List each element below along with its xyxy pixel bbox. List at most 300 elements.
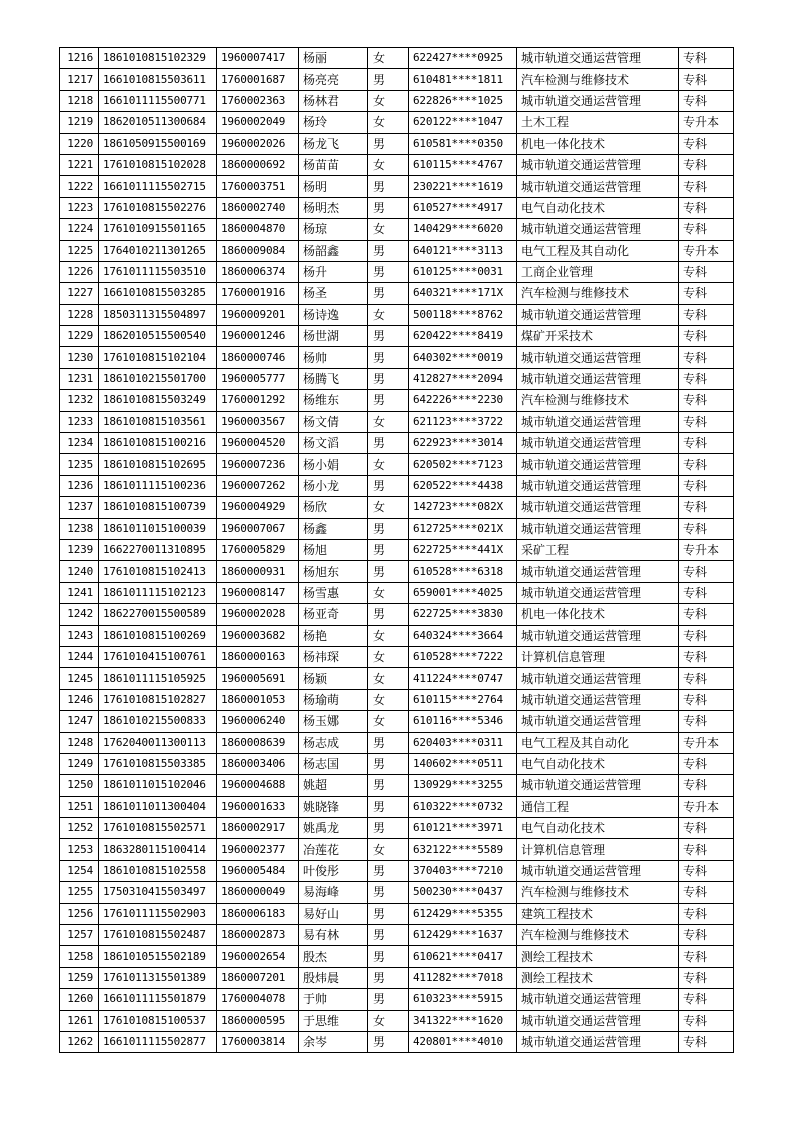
table-row <box>60 711 734 732</box>
student-id-cell: 1960004688 <box>217 775 299 796</box>
exam-id-cell: 1861010815100216 <box>99 433 217 454</box>
table-row <box>60 582 734 603</box>
level-cell: 专科 <box>679 818 734 839</box>
student-id-cell: 1860002873 <box>217 925 299 946</box>
id-card-cell: 411282****7018 <box>409 967 517 988</box>
exam-id-cell: 1861010815100739 <box>99 497 217 518</box>
exam-id-cell: 1761010815102413 <box>99 561 217 582</box>
major-cell: 城市轨道交通运营管理 <box>517 475 679 496</box>
seq-cell: 1261 <box>60 1010 99 1031</box>
exam-id-cell: 1861010215501700 <box>99 368 217 389</box>
name-cell: 杨林君 <box>299 90 368 111</box>
table-row <box>60 561 734 582</box>
table-row <box>60 903 734 924</box>
table-row <box>60 518 734 539</box>
level-cell: 专科 <box>679 454 734 475</box>
table-row <box>60 283 734 304</box>
table-row <box>60 539 734 560</box>
id-card-cell: 610527****4917 <box>409 197 517 218</box>
seq-cell: 1245 <box>60 668 99 689</box>
gender-cell: 男 <box>368 925 409 946</box>
major-cell: 电气自动化技术 <box>517 818 679 839</box>
student-id-cell: 1960005777 <box>217 368 299 389</box>
id-card-cell: 500230****0437 <box>409 882 517 903</box>
gender-cell: 男 <box>368 197 409 218</box>
id-card-cell: 622725****441X <box>409 539 517 560</box>
gender-cell: 女 <box>368 646 409 667</box>
seq-cell: 1240 <box>60 561 99 582</box>
seq-cell: 1224 <box>60 219 99 240</box>
level-cell: 专科 <box>679 903 734 924</box>
name-cell: 杨志国 <box>299 753 368 774</box>
id-card-cell: 640324****3664 <box>409 625 517 646</box>
exam-id-cell: 1761010415100761 <box>99 646 217 667</box>
table-row <box>60 454 734 475</box>
gender-cell: 男 <box>368 133 409 154</box>
name-cell: 杨鑫 <box>299 518 368 539</box>
level-cell: 专科 <box>679 925 734 946</box>
table-row <box>60 989 734 1010</box>
name-cell: 杨韶鑫 <box>299 240 368 261</box>
student-id-cell: 1960004520 <box>217 433 299 454</box>
major-cell: 城市轨道交通运营管理 <box>517 989 679 1010</box>
gender-cell: 女 <box>368 154 409 175</box>
student-id-cell: 1860000049 <box>217 882 299 903</box>
id-card-cell: 142723****082X <box>409 497 517 518</box>
id-card-cell: 610528****6318 <box>409 561 517 582</box>
major-cell: 城市轨道交通运营管理 <box>517 1031 679 1052</box>
seq-cell: 1221 <box>60 154 99 175</box>
exam-id-cell: 1762040011300113 <box>99 732 217 753</box>
major-cell: 城市轨道交通运营管理 <box>517 625 679 646</box>
gender-cell: 女 <box>368 112 409 133</box>
id-card-cell: 610581****0350 <box>409 133 517 154</box>
level-cell: 专科 <box>679 133 734 154</box>
student-id-cell: 1860001053 <box>217 689 299 710</box>
major-cell: 城市轨道交通运营管理 <box>517 454 679 475</box>
gender-cell: 男 <box>368 390 409 411</box>
id-card-cell: 620403****0311 <box>409 732 517 753</box>
student-id-cell: 1760001687 <box>217 69 299 90</box>
major-cell: 城市轨道交通运营管理 <box>517 497 679 518</box>
student-id-cell: 1960001633 <box>217 796 299 817</box>
seq-cell: 1234 <box>60 433 99 454</box>
gender-cell: 男 <box>368 240 409 261</box>
major-cell: 城市轨道交通运营管理 <box>517 433 679 454</box>
gender-cell: 男 <box>368 989 409 1010</box>
student-id-cell: 1860003406 <box>217 753 299 774</box>
name-cell: 殷杰 <box>299 946 368 967</box>
student-id-cell: 1960007417 <box>217 48 299 69</box>
level-cell: 专科 <box>679 69 734 90</box>
exam-id-cell: 1764010211301265 <box>99 240 217 261</box>
seq-cell: 1247 <box>60 711 99 732</box>
id-card-cell: 659001****4025 <box>409 582 517 603</box>
student-id-cell: 1860002740 <box>217 197 299 218</box>
table-row <box>60 604 734 625</box>
level-cell: 专科 <box>679 368 734 389</box>
student-id-cell: 1760005829 <box>217 539 299 560</box>
exam-id-cell: 1862010515500540 <box>99 326 217 347</box>
exam-id-cell: 1861010815102558 <box>99 860 217 881</box>
name-cell: 杨圣 <box>299 283 368 304</box>
level-cell: 专科 <box>679 839 734 860</box>
name-cell: 杨旭东 <box>299 561 368 582</box>
student-id-cell: 1860004870 <box>217 219 299 240</box>
table-row <box>60 946 734 967</box>
exam-id-cell: 1662270011310895 <box>99 539 217 560</box>
major-cell: 城市轨道交通运营管理 <box>517 154 679 175</box>
exam-id-cell: 1862270015500589 <box>99 604 217 625</box>
name-cell: 姚晓锋 <box>299 796 368 817</box>
level-cell: 专科 <box>679 411 734 432</box>
gender-cell: 男 <box>368 561 409 582</box>
major-cell: 电气自动化技术 <box>517 197 679 218</box>
id-card-cell: 610115****2764 <box>409 689 517 710</box>
exam-id-cell: 1861010815103561 <box>99 411 217 432</box>
student-id-cell: 1760003751 <box>217 176 299 197</box>
student-table <box>59 47 734 1053</box>
id-card-cell: 420801****4010 <box>409 1031 517 1052</box>
exam-id-cell: 1861011115102123 <box>99 582 217 603</box>
seq-cell: 1229 <box>60 326 99 347</box>
seq-cell: 1230 <box>60 347 99 368</box>
seq-cell: 1219 <box>60 112 99 133</box>
student-id-cell: 1860007201 <box>217 967 299 988</box>
major-cell: 城市轨道交通运营管理 <box>517 411 679 432</box>
major-cell: 电气工程及其自动化 <box>517 240 679 261</box>
id-card-cell: 610621****0417 <box>409 946 517 967</box>
id-card-cell: 610528****7222 <box>409 646 517 667</box>
exam-id-cell: 1861011015102046 <box>99 775 217 796</box>
gender-cell: 女 <box>368 711 409 732</box>
seq-cell: 1258 <box>60 946 99 967</box>
name-cell: 杨升 <box>299 261 368 282</box>
seq-cell: 1227 <box>60 283 99 304</box>
seq-cell: 1239 <box>60 539 99 560</box>
exam-id-cell: 1862010511300684 <box>99 112 217 133</box>
student-id-cell: 1960005484 <box>217 860 299 881</box>
id-card-cell: 640121****3113 <box>409 240 517 261</box>
gender-cell: 男 <box>368 539 409 560</box>
exam-id-cell: 1861010815100269 <box>99 625 217 646</box>
id-card-cell: 620122****1047 <box>409 112 517 133</box>
major-cell: 汽车检测与维修技术 <box>517 390 679 411</box>
student-id-cell: 1860000692 <box>217 154 299 175</box>
gender-cell: 男 <box>368 796 409 817</box>
table-row <box>60 497 734 518</box>
exam-id-cell: 1861010815102329 <box>99 48 217 69</box>
name-cell: 杨玲 <box>299 112 368 133</box>
level-cell: 专科 <box>679 668 734 689</box>
level-cell: 专科 <box>679 475 734 496</box>
gender-cell: 女 <box>368 1010 409 1031</box>
level-cell: 专科 <box>679 90 734 111</box>
seq-cell: 1250 <box>60 775 99 796</box>
id-card-cell: 610322****0732 <box>409 796 517 817</box>
gender-cell: 男 <box>368 775 409 796</box>
id-card-cell: 612725****021X <box>409 518 517 539</box>
student-id-cell: 1960008147 <box>217 582 299 603</box>
student-id-cell: 1860006374 <box>217 261 299 282</box>
level-cell: 专科 <box>679 48 734 69</box>
table-row <box>60 240 734 261</box>
level-cell: 专科 <box>679 775 734 796</box>
exam-id-cell: 1761010815102028 <box>99 154 217 175</box>
name-cell: 姚超 <box>299 775 368 796</box>
level-cell: 专科 <box>679 347 734 368</box>
id-card-cell: 610481****1811 <box>409 69 517 90</box>
exam-id-cell: 1863280115100414 <box>99 839 217 860</box>
id-card-cell: 612429****1637 <box>409 925 517 946</box>
student-id-cell: 1860006183 <box>217 903 299 924</box>
seq-cell: 1232 <box>60 390 99 411</box>
student-id-cell: 1960003567 <box>217 411 299 432</box>
exam-id-cell: 1761011115502903 <box>99 903 217 924</box>
gender-cell: 女 <box>368 689 409 710</box>
table-row <box>60 839 734 860</box>
major-cell: 城市轨道交通运营管理 <box>517 1010 679 1031</box>
name-cell: 杨志成 <box>299 732 368 753</box>
seq-cell: 1262 <box>60 1031 99 1052</box>
student-id-cell: 1760004078 <box>217 989 299 1010</box>
gender-cell: 男 <box>368 967 409 988</box>
name-cell: 杨颖 <box>299 668 368 689</box>
seq-cell: 1237 <box>60 497 99 518</box>
major-cell: 机电一体化技术 <box>517 133 679 154</box>
table-row <box>60 368 734 389</box>
student-id-cell: 1860000595 <box>217 1010 299 1031</box>
exam-id-cell: 1861010815102695 <box>99 454 217 475</box>
level-cell: 专科 <box>679 989 734 1010</box>
exam-id-cell: 1861010515502189 <box>99 946 217 967</box>
name-cell: 杨艳 <box>299 625 368 646</box>
name-cell: 杨玉娜 <box>299 711 368 732</box>
student-id-cell: 1760003814 <box>217 1031 299 1052</box>
exam-id-cell: 1661011115502877 <box>99 1031 217 1052</box>
name-cell: 杨维东 <box>299 390 368 411</box>
exam-id-cell: 1850311315504897 <box>99 304 217 325</box>
student-id-cell: 1860000746 <box>217 347 299 368</box>
major-cell: 计算机信息管理 <box>517 839 679 860</box>
name-cell: 杨亮亮 <box>299 69 368 90</box>
table-row <box>60 475 734 496</box>
table-row <box>60 197 734 218</box>
seq-cell: 1243 <box>60 625 99 646</box>
level-cell: 专科 <box>679 176 734 197</box>
seq-cell: 1218 <box>60 90 99 111</box>
student-id-cell: 1960007067 <box>217 518 299 539</box>
table-row <box>60 818 734 839</box>
id-card-cell: 620502****7123 <box>409 454 517 475</box>
name-cell: 杨腾飞 <box>299 368 368 389</box>
id-card-cell: 622923****3014 <box>409 433 517 454</box>
gender-cell: 男 <box>368 946 409 967</box>
major-cell: 城市轨道交通运营管理 <box>517 90 679 111</box>
name-cell: 于帅 <box>299 989 368 1010</box>
name-cell: 杨小娟 <box>299 454 368 475</box>
id-card-cell: 610116****5346 <box>409 711 517 732</box>
gender-cell: 男 <box>368 882 409 903</box>
student-id-cell: 1960003682 <box>217 625 299 646</box>
name-cell: 杨龙飞 <box>299 133 368 154</box>
level-cell: 专科 <box>679 304 734 325</box>
table-row <box>60 625 734 646</box>
exam-id-cell: 1661010815503285 <box>99 283 217 304</box>
table-row <box>60 176 734 197</box>
student-id-cell: 1960002026 <box>217 133 299 154</box>
major-cell: 城市轨道交通运营管理 <box>517 689 679 710</box>
name-cell: 杨明杰 <box>299 197 368 218</box>
name-cell: 易有林 <box>299 925 368 946</box>
gender-cell: 男 <box>368 261 409 282</box>
gender-cell: 男 <box>368 176 409 197</box>
gender-cell: 女 <box>368 582 409 603</box>
level-cell: 专科 <box>679 946 734 967</box>
level-cell: 专科 <box>679 433 734 454</box>
level-cell: 专科 <box>679 753 734 774</box>
seq-cell: 1256 <box>60 903 99 924</box>
name-cell: 杨帅 <box>299 347 368 368</box>
id-card-cell: 140602****0511 <box>409 753 517 774</box>
table-body <box>60 48 734 1053</box>
gender-cell: 男 <box>368 283 409 304</box>
student-id-cell: 1860009084 <box>217 240 299 261</box>
exam-id-cell: 1761010815503385 <box>99 753 217 774</box>
major-cell: 城市轨道交通运营管理 <box>517 368 679 389</box>
gender-cell: 女 <box>368 454 409 475</box>
table-row <box>60 90 734 111</box>
id-card-cell: 610125****0031 <box>409 261 517 282</box>
table-row <box>60 112 734 133</box>
exam-id-cell: 1861050915500169 <box>99 133 217 154</box>
gender-cell: 男 <box>368 903 409 924</box>
major-cell: 城市轨道交通运营管理 <box>517 582 679 603</box>
major-cell: 城市轨道交通运营管理 <box>517 347 679 368</box>
exam-id-cell: 1861010815503249 <box>99 390 217 411</box>
id-card-cell: 610323****5915 <box>409 989 517 1010</box>
level-cell: 专升本 <box>679 240 734 261</box>
id-card-cell: 642226****2230 <box>409 390 517 411</box>
table-row <box>60 48 734 69</box>
major-cell: 计算机信息管理 <box>517 646 679 667</box>
gender-cell: 男 <box>368 368 409 389</box>
roster-sheet <box>59 47 734 1053</box>
name-cell: 于思维 <box>299 1010 368 1031</box>
major-cell: 汽车检测与维修技术 <box>517 283 679 304</box>
id-card-cell: 622427****0925 <box>409 48 517 69</box>
seq-cell: 1220 <box>60 133 99 154</box>
gender-cell: 男 <box>368 860 409 881</box>
id-card-cell: 640302****0019 <box>409 347 517 368</box>
gender-cell: 男 <box>368 1031 409 1052</box>
level-cell: 专科 <box>679 561 734 582</box>
id-card-cell: 621123****3722 <box>409 411 517 432</box>
name-cell: 杨明 <box>299 176 368 197</box>
level-cell: 专科 <box>679 882 734 903</box>
gender-cell: 男 <box>368 818 409 839</box>
level-cell: 专科 <box>679 518 734 539</box>
table-row <box>60 304 734 325</box>
gender-cell: 女 <box>368 90 409 111</box>
seq-cell: 1231 <box>60 368 99 389</box>
name-cell: 杨苗苗 <box>299 154 368 175</box>
id-card-cell: 610121****3971 <box>409 818 517 839</box>
exam-id-cell: 1861011115105925 <box>99 668 217 689</box>
seq-cell: 1225 <box>60 240 99 261</box>
major-cell: 煤矿开采技术 <box>517 326 679 347</box>
level-cell: 专科 <box>679 967 734 988</box>
name-cell: 叶俊彤 <box>299 860 368 881</box>
table-row <box>60 433 734 454</box>
seq-cell: 1254 <box>60 860 99 881</box>
student-id-cell: 1860000163 <box>217 646 299 667</box>
exam-id-cell: 1861011011300404 <box>99 796 217 817</box>
table-row <box>60 347 734 368</box>
table-row <box>60 967 734 988</box>
name-cell: 殷炜晨 <box>299 967 368 988</box>
major-cell: 测绘工程技术 <box>517 946 679 967</box>
gender-cell: 男 <box>368 475 409 496</box>
gender-cell: 男 <box>368 753 409 774</box>
name-cell: 杨亚奇 <box>299 604 368 625</box>
name-cell: 易海峰 <box>299 882 368 903</box>
seq-cell: 1255 <box>60 882 99 903</box>
id-card-cell: 620422****8419 <box>409 326 517 347</box>
seq-cell: 1228 <box>60 304 99 325</box>
major-cell: 汽车检测与维修技术 <box>517 925 679 946</box>
major-cell: 城市轨道交通运营管理 <box>517 561 679 582</box>
major-cell: 城市轨道交通运营管理 <box>517 775 679 796</box>
gender-cell: 男 <box>368 604 409 625</box>
id-card-cell: 632122****5589 <box>409 839 517 860</box>
gender-cell: 男 <box>368 347 409 368</box>
seq-cell: 1248 <box>60 732 99 753</box>
major-cell: 测绘工程技术 <box>517 967 679 988</box>
student-id-cell: 1960001246 <box>217 326 299 347</box>
major-cell: 汽车检测与维修技术 <box>517 882 679 903</box>
exam-id-cell: 1761010815502571 <box>99 818 217 839</box>
table-row <box>60 390 734 411</box>
seq-cell: 1217 <box>60 69 99 90</box>
table-row <box>60 796 734 817</box>
gender-cell: 男 <box>368 69 409 90</box>
table-row <box>60 261 734 282</box>
level-cell: 专科 <box>679 711 734 732</box>
level-cell: 专科 <box>679 283 734 304</box>
seq-cell: 1252 <box>60 818 99 839</box>
seq-cell: 1251 <box>60 796 99 817</box>
exam-id-cell: 1761010815502276 <box>99 197 217 218</box>
student-id-cell: 1960006240 <box>217 711 299 732</box>
id-card-cell: 622826****1025 <box>409 90 517 111</box>
table-row <box>60 154 734 175</box>
gender-cell: 女 <box>368 304 409 325</box>
level-cell: 专科 <box>679 1010 734 1031</box>
gender-cell: 女 <box>368 839 409 860</box>
id-card-cell: 640321****171X <box>409 283 517 304</box>
level-cell: 专科 <box>679 646 734 667</box>
student-id-cell: 1960007236 <box>217 454 299 475</box>
exam-id-cell: 1661011115502715 <box>99 176 217 197</box>
table-row <box>60 775 734 796</box>
table-row <box>60 646 734 667</box>
gender-cell: 男 <box>368 732 409 753</box>
seq-cell: 1259 <box>60 967 99 988</box>
exam-id-cell: 1661010815503611 <box>99 69 217 90</box>
major-cell: 通信工程 <box>517 796 679 817</box>
table-row <box>60 1010 734 1031</box>
